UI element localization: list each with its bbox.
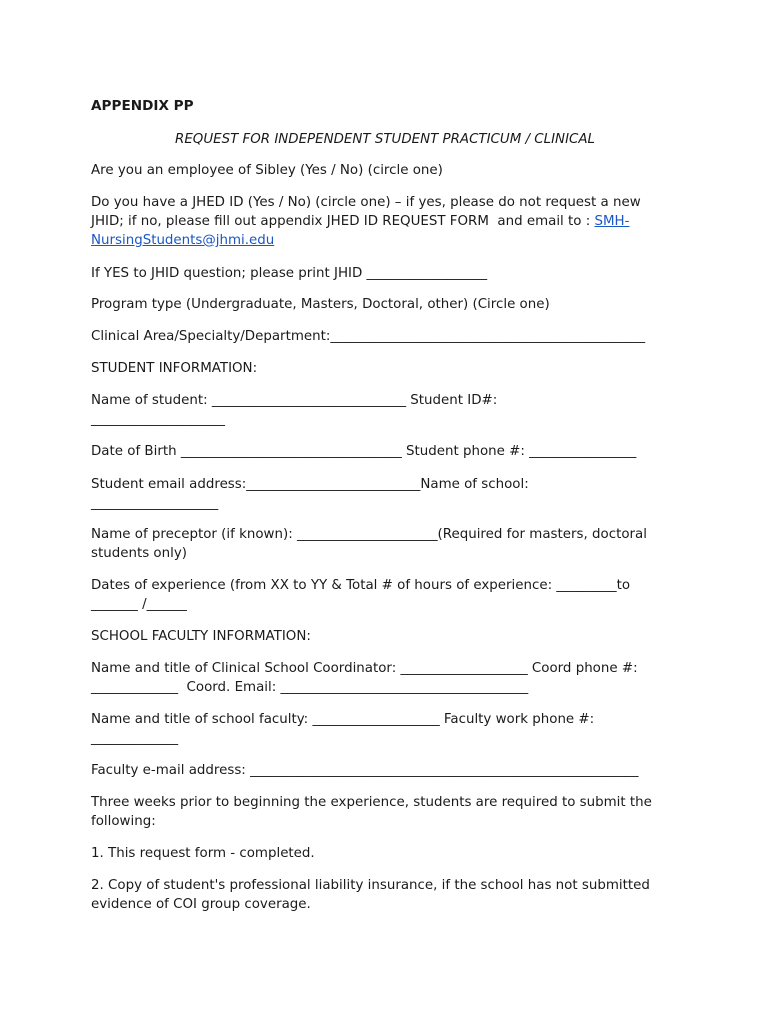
student-info-header: STUDENT INFORMATION: [91,361,258,376]
jhed-question-text: JHID; if no, please fill out appendix JHED ID REQUEST FORM and email to : [91,214,595,229]
employee-question: Are you an employee of Sibley (Yes / No) (circle one) [91,163,443,178]
program-type: Program type (Undergraduate, Masters, Doctoral, other) (Circle one) [91,297,550,312]
requirements-line-1: Three weeks prior to beginning the experience, students are required to submit the [91,795,652,810]
requirement-item-2-line-1: 2. Copy of student's professional liability insurance, if the school has not submitted [91,878,650,893]
form-title: REQUEST FOR INDEPENDENT STUDENT PRACTICUM / CLINICAL [175,132,595,147]
clinical-area-field: Clinical Area/Specialty/Department:_______________________________________________ [91,329,646,344]
requirement-item-1: 1. This request form - completed. [91,846,315,861]
jhid-print-field: If YES to JHID question; please print JHID __________________ [91,266,488,281]
preceptor-line-2: students only) [91,546,187,561]
coordinator-line-2: _____________ Coord. Email: _____________________________________ [91,680,529,695]
student-email-line-1: Student email address:__________________________Name of school: [91,477,529,492]
student-name-line-2: ____________________ [91,412,225,427]
appendix-title: APPENDIX PP [91,98,194,114]
dob-field: Date of Birth _________________________________ Student phone #: ________________ [91,444,637,459]
faculty-line-1: Name and title of school faculty: ___________________ Faculty work phone #: [91,712,595,727]
student-email-line-2: ___________________ [91,496,219,511]
jhed-question-line-2 [91,212,691,232]
email-link-part-2[interactable]: NursingStudents@jhmi.edu [91,233,275,248]
dates-line-1: Dates of experience (from XX to YY & Total # of hours of experience: _________to [91,578,631,593]
faculty-line-2: _____________ [91,731,179,746]
student-name-line-1: Name of student: _____________________________ Student ID#: [91,393,498,408]
coordinator-line-1: Name and title of Clinical School Coordinator: ___________________ Coord phone #: [91,661,638,676]
dates-line-2: _______ /______ [91,597,187,612]
faculty-info-header: SCHOOL FACULTY INFORMATION: [91,629,311,644]
faculty-email-field: Faculty e-mail address: __________________________________________________________ [91,763,639,778]
jhed-question-line-3 [91,231,691,251]
preceptor-line-1: Name of preceptor (if known): _____________________(Required for masters, doctoral [91,527,647,542]
jhed-question-line-1: Do you have a JHED ID (Yes / No) (circle one) – if yes, please do not request a new [91,195,641,210]
requirement-item-2-line-2: evidence of COI group coverage. [91,897,311,912]
requirements-line-2: following: [91,814,156,829]
email-link-part-1[interactable]: SMH- [594,214,630,229]
